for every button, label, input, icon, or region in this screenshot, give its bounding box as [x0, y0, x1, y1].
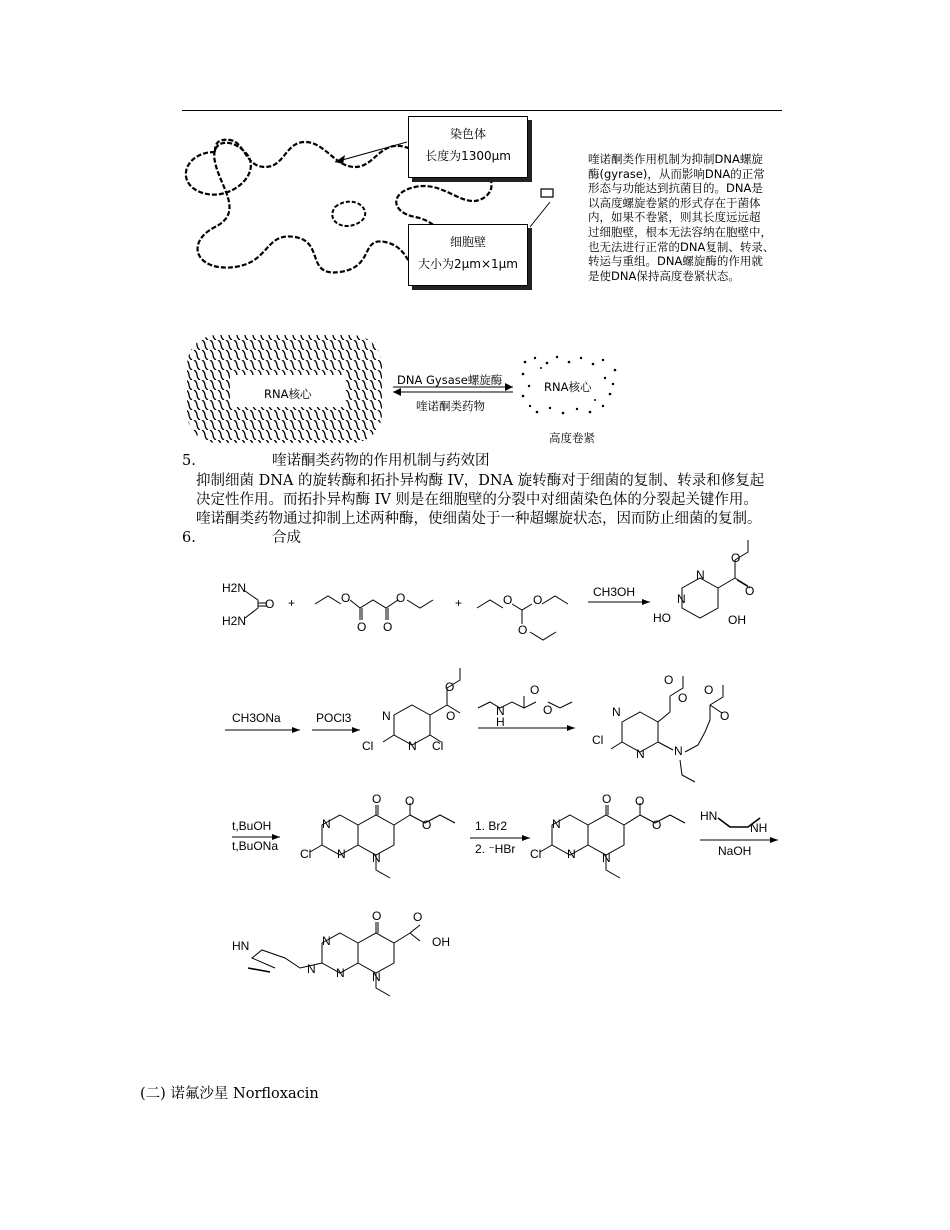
final-n3: N: [336, 966, 345, 980]
bc2-n1: N: [552, 817, 561, 831]
malonate-o2: O: [396, 591, 406, 605]
final-hn: HN: [232, 939, 250, 953]
ortho-o2: O: [533, 593, 543, 607]
final-n1: N: [322, 934, 331, 948]
prod1-o2: O: [745, 584, 755, 598]
bc1-n3: N: [372, 851, 381, 865]
dcp-n1: N: [382, 709, 391, 723]
final-o2: O: [413, 910, 423, 924]
mechanism-line: 也无法进行正常的DNA复制、转录、: [588, 239, 775, 254]
arrow-label-quinolone: 喹诺酮类药物: [416, 399, 485, 413]
section5-number: 5.: [182, 453, 196, 469]
ortho-o1: O: [503, 593, 513, 607]
bc1-o1: O: [372, 792, 382, 806]
final-o1: O: [372, 909, 382, 923]
arrow-label-gyrase: DNA Gysase螺旋酶: [397, 373, 503, 387]
urea-h2n-top: H2N: [222, 581, 247, 595]
mechanism-line: 喹诺酮类作用机制为抑制DNA螺旋: [588, 152, 763, 166]
bc1-cl: Cl: [300, 847, 312, 861]
bc1-o2: O: [405, 794, 415, 808]
mechanism-line: 以高度螺旋卷紧的形式存在于菌体: [588, 195, 761, 210]
bc2-cl: Cl: [530, 847, 542, 861]
norfloxacin-heading: (二) 诺氟沙星 Norfloxacin: [140, 1086, 319, 1102]
reagent-ch3oh: CH3OH: [593, 585, 636, 599]
p2-n2: N: [636, 747, 645, 761]
section6-number: 6.: [182, 530, 196, 546]
chromosome-length: 长度为1300μm: [425, 149, 511, 163]
urea-o: O: [265, 597, 275, 611]
section5-line: 抑制细菌 DNA 的旋转酶和拓扑异构酶 IV，DNA 旋转酶对于细菌的复制、转录和修复起: [196, 473, 765, 489]
mechanism-line: 形态与功能达到抗菌目的。DNA是: [588, 181, 763, 196]
reagent-pocl3: POCl3: [316, 711, 352, 725]
reagent-tbuona: t,BuONa: [232, 839, 279, 853]
bc2-n3: N: [602, 851, 611, 865]
supercoiled-label: 高度卷紧: [549, 431, 595, 445]
cellwall-size: 大小为2μm×1μm: [418, 257, 518, 271]
reagent-tbuoh: t,BuOH: [232, 819, 272, 833]
malonate-o3: O: [357, 620, 367, 634]
prod1-oh: OH: [728, 613, 746, 627]
chromosome-title: 染色体: [449, 127, 486, 141]
malonate-o1: O: [341, 591, 351, 605]
bc1-n1: N: [322, 817, 331, 831]
p2-o1: O: [664, 673, 674, 687]
dcp-cl2: Cl: [432, 739, 444, 753]
bc2-n2: N: [567, 847, 576, 861]
bc2-o2: O: [635, 794, 645, 808]
mechanism-line: 转运与重组。DNA螺旋酶的作用就: [588, 254, 763, 269]
section6-heading: 合成: [272, 530, 301, 546]
dcp-o1: O: [445, 680, 455, 694]
piperazine-nh: NH: [750, 821, 768, 835]
prod1-n1: N: [696, 568, 705, 582]
final-n4: N: [372, 970, 381, 984]
step-hbr: 2. ⁻HBr: [475, 842, 516, 856]
plus-1: +: [288, 596, 296, 610]
p2-n3: N: [674, 744, 683, 758]
cellwall-title: 细胞壁: [449, 235, 486, 249]
amine-h: H: [496, 715, 505, 729]
piperazine-hn: HN: [700, 809, 718, 823]
section5-line: 决定性作用。而拓扑异构酶 IV 则是在细胞壁的分裂中对细菌染色体的分裂起关键作用。: [196, 492, 758, 508]
amine-o2: O: [543, 703, 553, 717]
dcp-cl1: Cl: [362, 739, 374, 753]
prod1-ho: HO: [653, 611, 671, 625]
section5-heading: 喹诺酮类药物的作用机制与药效团: [272, 453, 490, 469]
amine-n: N: [496, 704, 505, 718]
bc1-o3: O: [422, 818, 432, 832]
rna-core-left: RNA核心: [264, 387, 312, 401]
final-oh: OH: [432, 935, 450, 949]
mechanism-line: 酶(gyrase)，从而影响DNA的正常: [588, 166, 765, 181]
p2-o2: O: [678, 691, 688, 705]
p2-o4: O: [720, 709, 730, 723]
plus-2: +: [455, 596, 463, 610]
prod1-o1: O: [731, 551, 741, 565]
mechanism-line: 过细胞壁，根本无法容纳在胞壁中，: [588, 224, 772, 239]
bc2-o3: O: [652, 818, 662, 832]
bc2-o1: O: [602, 792, 612, 806]
urea-h2n-bottom: H2N: [222, 614, 247, 628]
reagent-ch3ona: CH3ONa: [232, 711, 281, 725]
final-n2: N: [307, 962, 316, 976]
section5-line: 喹诺酮类药物通过抑制上述两种酶，使细菌处于一种超螺旋状态，因而防止细菌的复制。: [196, 511, 762, 527]
p2-o3: O: [704, 683, 714, 697]
p2-cl: Cl: [592, 733, 604, 747]
prod1-n2: N: [677, 592, 686, 606]
rna-core-right: RNA核心: [544, 380, 592, 394]
ortho-o3: O: [518, 623, 528, 637]
reagent-naoh: NaOH: [718, 844, 752, 858]
step-br2: 1. Br2: [475, 819, 508, 833]
malonate-o4: O: [383, 620, 393, 634]
dcp-n2: N: [408, 739, 417, 753]
amine-o1: O: [530, 683, 540, 697]
bc1-n2: N: [337, 847, 346, 861]
mechanism-line: 内，如果不卷紧，则其长度远远超: [588, 210, 761, 225]
dcp-o2: O: [446, 709, 456, 723]
p2-n1: N: [612, 705, 621, 719]
mechanism-line: 是使DNA保持高度卷紧状态。: [588, 268, 740, 283]
